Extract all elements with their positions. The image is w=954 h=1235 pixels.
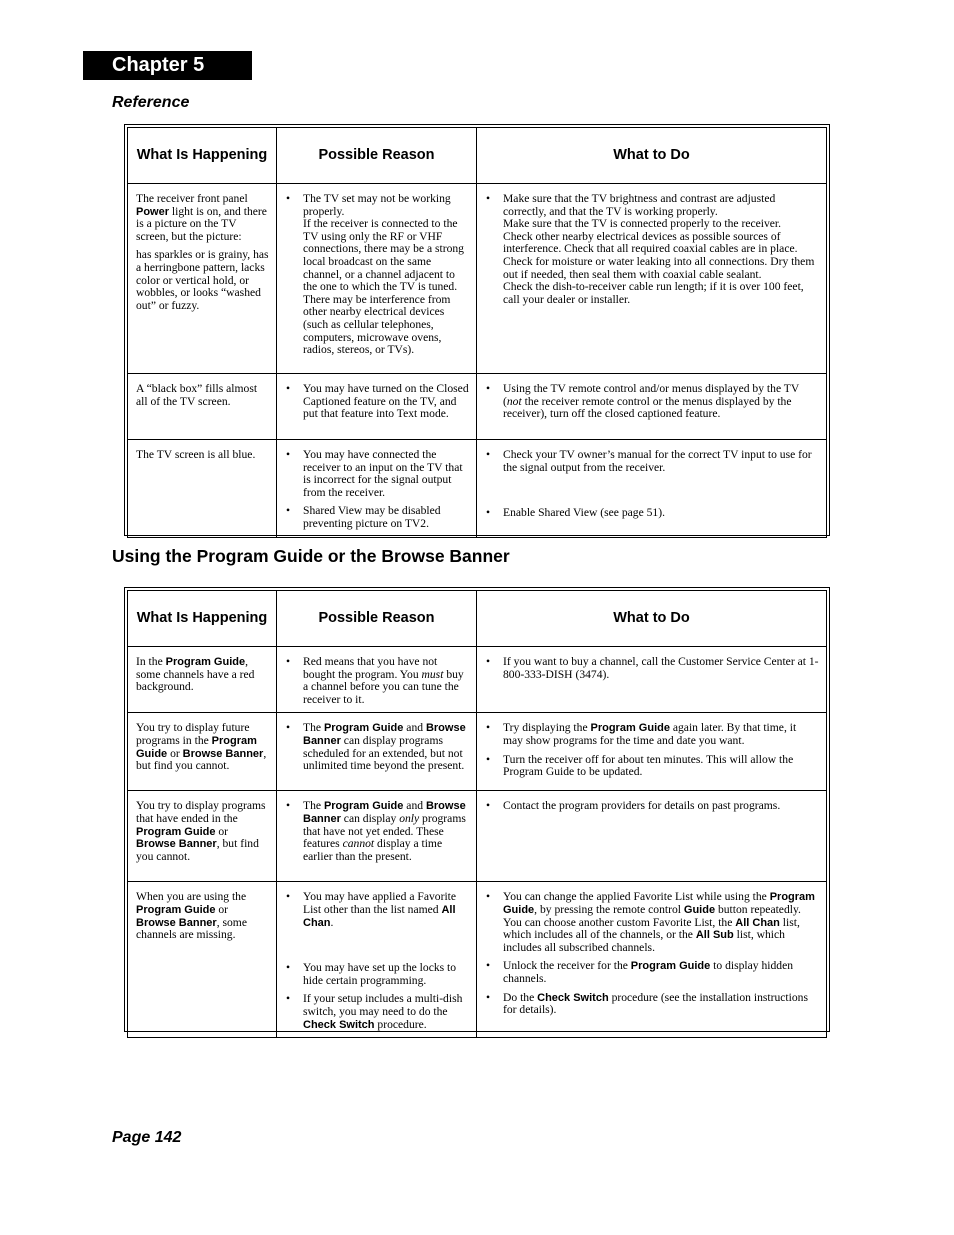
reason-item: • You may have set up the locks to hide certain programming. xyxy=(285,962,469,987)
action-item: • Make sure that the TV brightness and contrast are adjusted correctly, and that the TV is working properly. Make sure that the TV is connected properly to the receiver. Check other nearby electrical devices as possible sources of interference. Check that all required coaxial cables are in place. Check for moisture or water leaking into all connections. Dry them out if needed, then seal them with coaxial cable sealant. Check the dish-to-receiver cable run length; if it is over 100 feet, call your dealer or installer. xyxy=(485,193,819,306)
header-what-to-do: What to Do xyxy=(477,128,827,184)
action-item: • Contact the program providers for details on past programs. xyxy=(485,800,819,813)
action-item: • Do the Check Switch procedure (see the installation instructions for details). xyxy=(485,992,819,1017)
reason-item: • You may have turned on the Closed Captioned feature on the TV, and put that feature into Text mode. xyxy=(285,383,469,421)
table-row xyxy=(128,184,827,374)
action-cell xyxy=(477,184,827,374)
header-what-to-do: What to Do xyxy=(477,591,827,647)
reason-cell xyxy=(277,882,477,1038)
reason-cell xyxy=(277,374,477,440)
table-header-row xyxy=(128,128,827,184)
chapter-tab: Chapter 5 xyxy=(83,51,252,80)
symptom-cell xyxy=(128,184,277,374)
action-cell xyxy=(477,882,827,1038)
reason-cell xyxy=(277,647,477,713)
action-item: • Try displaying the Program Guide again later. By that time, it may show programs for the time and date you want. xyxy=(485,722,819,747)
symptom-cell: You try to display programs that have ended in the Program Guide or Browse Banner, but find you cannot. xyxy=(128,791,277,882)
table-row xyxy=(128,713,827,791)
action-item: • Using the TV remote control and/or menus displayed by the TV (not the receiver remote control or the menus displayed by the receiver), turn off the closed captioned feature. xyxy=(485,383,819,421)
symptom-cell: In the Program Guide, some channels have a red background. xyxy=(128,647,277,713)
action-cell xyxy=(477,647,827,713)
action-cell xyxy=(477,374,827,440)
reason-item: • Shared View may be disabled preventing picture on TV2. xyxy=(285,505,469,530)
reason-cell xyxy=(277,791,477,882)
reason-item: • The TV set may not be working properly. If the receiver is connected to the TV using only the RF or VHF connections, there may be a strong local broadcast on the same channel, or a channel adjacent to the one to which the TV is tuned. There may be interference from other nearby electrical devices (such as cellular telephones, computers, microwave ovens, radios, stereos, or TVs). xyxy=(285,193,469,357)
action-item: • Check your TV owner’s manual for the correct TV input to use for the signal output from the receiver. xyxy=(485,449,819,474)
reason-cell xyxy=(277,184,477,374)
header-possible-reason: Possible Reason xyxy=(277,591,477,647)
action-cell xyxy=(477,791,827,882)
table-row xyxy=(128,647,827,713)
table-row xyxy=(128,440,827,538)
header-possible-reason: Possible Reason xyxy=(277,128,477,184)
action-cell xyxy=(477,440,827,538)
troubleshooting-table-2 xyxy=(124,587,830,1032)
action-cell xyxy=(477,713,827,791)
action-item: • You can change the applied Favorite List while using the Program Guide, by pressing the remote control Guide button repeatedly. You can choose another custom Favorite List, the All Chan list, which includes all of the channels, or the All Sub list, which includes all subscribed channels. xyxy=(485,891,819,954)
action-item: • Enable Shared View (see page 51). xyxy=(485,507,819,520)
section-title: Using the Program Guide or the Browse Banner xyxy=(112,546,510,566)
reason-item: • You may have connected the receiver to an input on the TV that is incorrect for the signal output from the receiver. xyxy=(285,449,469,499)
table-row xyxy=(128,882,827,1038)
table-header-row xyxy=(128,591,827,647)
action-item: • Turn the receiver off for about ten minutes. This will allow the Program Guide to be updated. xyxy=(485,754,819,779)
symptom-cell: When you are using the Program Guide or Browse Banner, some channels are missing. xyxy=(128,882,277,1038)
symptom-cell: A “black box” fills almost all of the TV screen. xyxy=(128,374,277,440)
table-row xyxy=(128,374,827,440)
table-row xyxy=(128,791,827,882)
action-item: • Unlock the receiver for the Program Guide to display hidden channels. xyxy=(485,960,819,985)
troubleshooting-table-1 xyxy=(124,124,830,536)
reason-cell xyxy=(277,440,477,538)
header-what-is-happening: What Is Happening xyxy=(128,128,277,184)
reason-cell xyxy=(277,713,477,791)
page-number: Page 142 xyxy=(112,1129,182,1146)
reason-item: • If your setup includes a multi-dish switch, you may need to do the Check Switch procedure. xyxy=(285,993,469,1031)
action-item: • If you want to buy a channel, call the Customer Service Center at 1-800-333-DISH (3474). xyxy=(485,656,819,681)
reason-item: • The Program Guide and Browse Banner can display programs scheduled for an extended, but not unlimited time beyond the present. xyxy=(285,722,469,772)
reason-item: • The Program Guide and Browse Banner can display only programs that have not yet ended. These features cannot display a time earlier than the present. xyxy=(285,800,469,863)
reason-item: • Red means that you have not bought the program. You must buy a channel before you can tune the receiver to it. xyxy=(285,656,469,706)
section-reference-heading: Reference xyxy=(112,94,190,111)
symptom-cell: You try to display future programs in the Program Guide or Browse Banner, but find you cannot. xyxy=(128,713,277,791)
symptom-cell: The TV screen is all blue. xyxy=(128,440,277,538)
header-what-is-happening: What Is Happening xyxy=(128,591,277,647)
reason-item: • You may have applied a Favorite List other than the list named All Chan. xyxy=(285,891,469,929)
symptom-text: The receiver front panel Power light is on, and there is a picture on the TV screen, but the picture: xyxy=(136,192,267,243)
symptom-detail: has sparkles or is grainy, has a herringbone pattern, lacks color or vertical hold, or wobbles, or looks “washed out” or fuzzy. xyxy=(136,248,269,312)
